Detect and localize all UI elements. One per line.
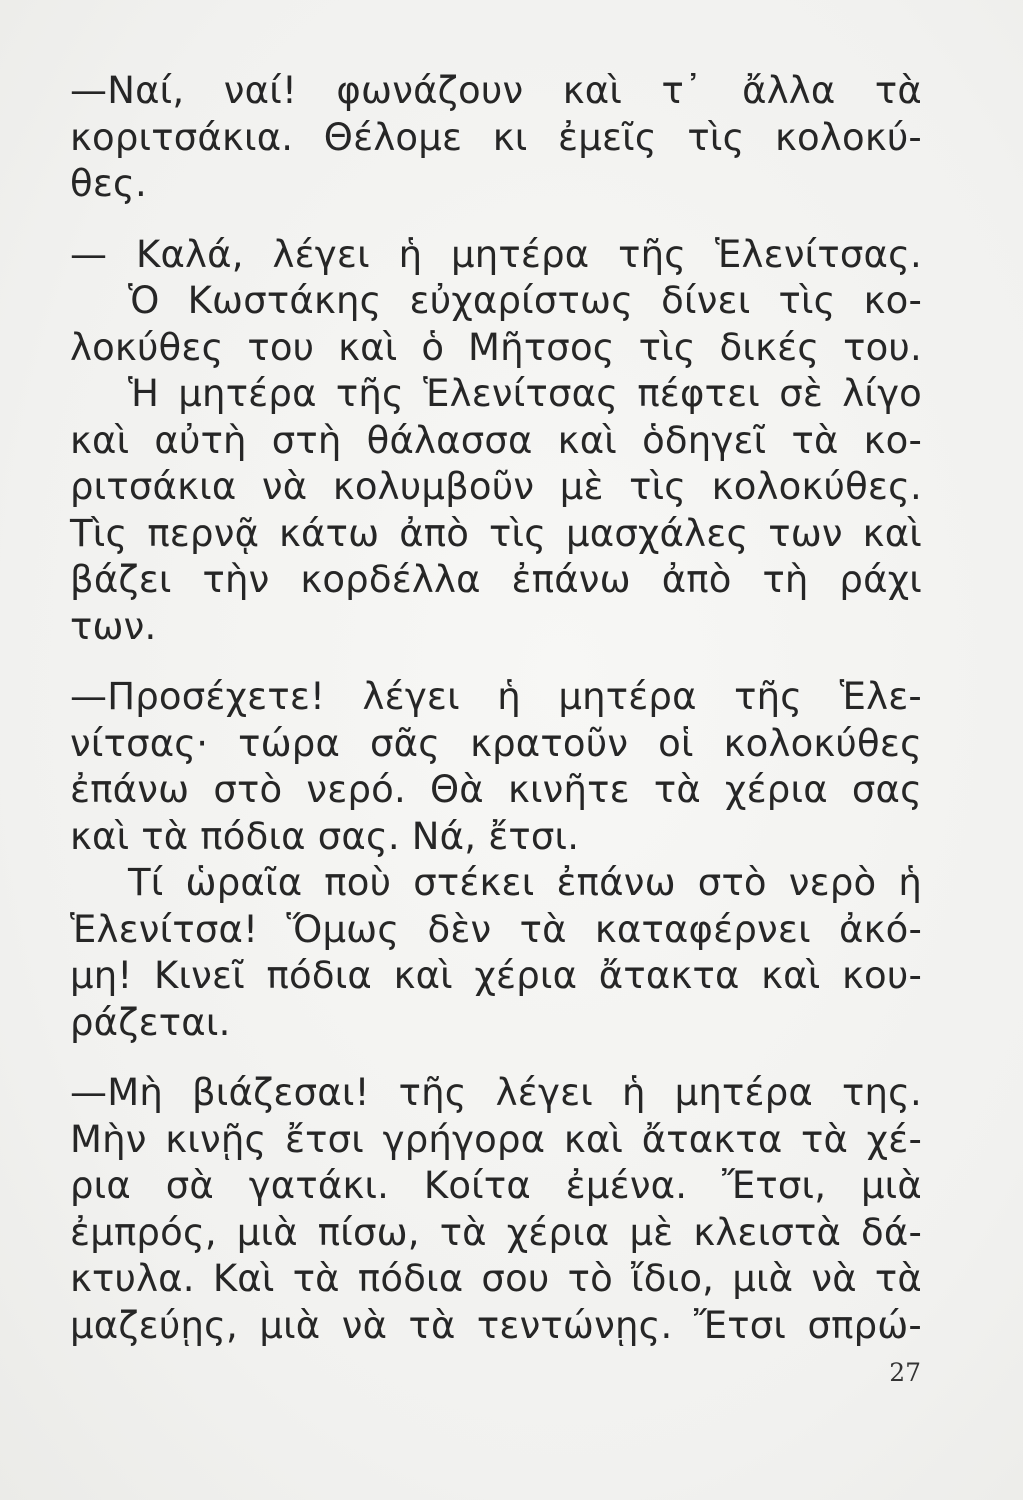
text-line: νίτσας· τώρα σᾶς κρατοῦν οἱ κολοκύθες — [70, 721, 922, 765]
text-line: Μὴν κινῇς ἔτσι γρήγορα καὶ ἄτακτα τὰ χέ- — [70, 1117, 922, 1161]
text-line: μαζεύῃς, μιὰ νὰ τὰ τεντώνῃς. Ἔτσι σπρώ- — [70, 1303, 922, 1347]
text-line: κοριτσάκια. Θέλομε κι ἐμεῖς τὶς κολοκύ- — [70, 115, 922, 159]
text-line: —Προσέχετε! λέγει ἡ μητέρα τῆς Ἑλε- — [70, 675, 922, 718]
text-line: των. — [70, 604, 157, 648]
text-line: ἐπάνω στὸ νερό. Θὰ κινῆτε τὰ χέρια σας — [70, 768, 922, 811]
text-line: — Καλά, λέγει ἡ μητέρα τῆς Ἑλενίτσας. — [70, 232, 922, 276]
text-line: —Μὴ βιάζεσαι! τῆς λέγει ἡ μητέρα της. — [70, 1071, 922, 1114]
text-line: λοκύθες του καὶ ὁ Μῆτσος τὶς δικές του. — [70, 325, 922, 369]
text-line: ριτσάκια νὰ κολυμβοῦν μὲ τὶς κολοκύθες. — [70, 465, 922, 508]
text-line: Ἡ μητέρα τῆς Ἑλενίτσας πέφτει σὲ λίγο — [128, 372, 922, 415]
page-number: 27 — [889, 1358, 921, 1387]
text-line: βάζει τὴν κορδέλλα ἐπάνω ἀπὸ τὴ ράχι — [70, 558, 922, 601]
text-line: ρια σὰ γατάκι. Κοίτα ἐμένα. Ἔτσι, μιὰ — [70, 1164, 922, 1207]
paragraph-gap — [70, 1046, 922, 1070]
text-line: —Ναί, ναί! φωνάζουν καὶ τ᾽ ἄλλα τὰ — [70, 69, 922, 112]
text-line: Ἑλενίτσα! Ὅμως δὲν τὰ καταφέρνει ἀκό- — [70, 907, 922, 951]
text-line: ράζεται. — [70, 1000, 231, 1044]
text-line: καὶ τὰ πόδια σας. Νά, ἔτσι. — [70, 814, 580, 858]
body-text — [70, 68, 922, 1349]
text-line: Τί ὡραῖα ποὺ στέκει ἐπάνω στὸ νερὸ ἡ — [128, 861, 922, 904]
text-line: μη! Κινεῖ πόδια καὶ χέρια ἄτακτα καὶ κου- — [70, 954, 922, 997]
text-line: κτυλα. Καὶ τὰ πόδια σου τὸ ἴδιο, μιὰ νὰ τὰ — [70, 1257, 922, 1300]
text-line: Ὁ Κωστάκης εὐχαρίστως δίνει τὶς κο- — [128, 279, 922, 322]
paragraph-gap — [70, 650, 922, 674]
text-line: Τὶς περνᾷ κάτω ἀπὸ τὶς μασχάλες των καὶ — [70, 511, 922, 555]
text-line: καὶ αὐτὴ στὴ θάλασσα καὶ ὁδηγεῖ τὰ κο- — [70, 418, 922, 462]
paragraph-gap — [70, 208, 922, 232]
text-line: ἐμπρός, μιὰ πίσω, τὰ χέρια μὲ κλειστὰ δά- — [70, 1210, 922, 1254]
text-line: θες. — [70, 162, 147, 205]
